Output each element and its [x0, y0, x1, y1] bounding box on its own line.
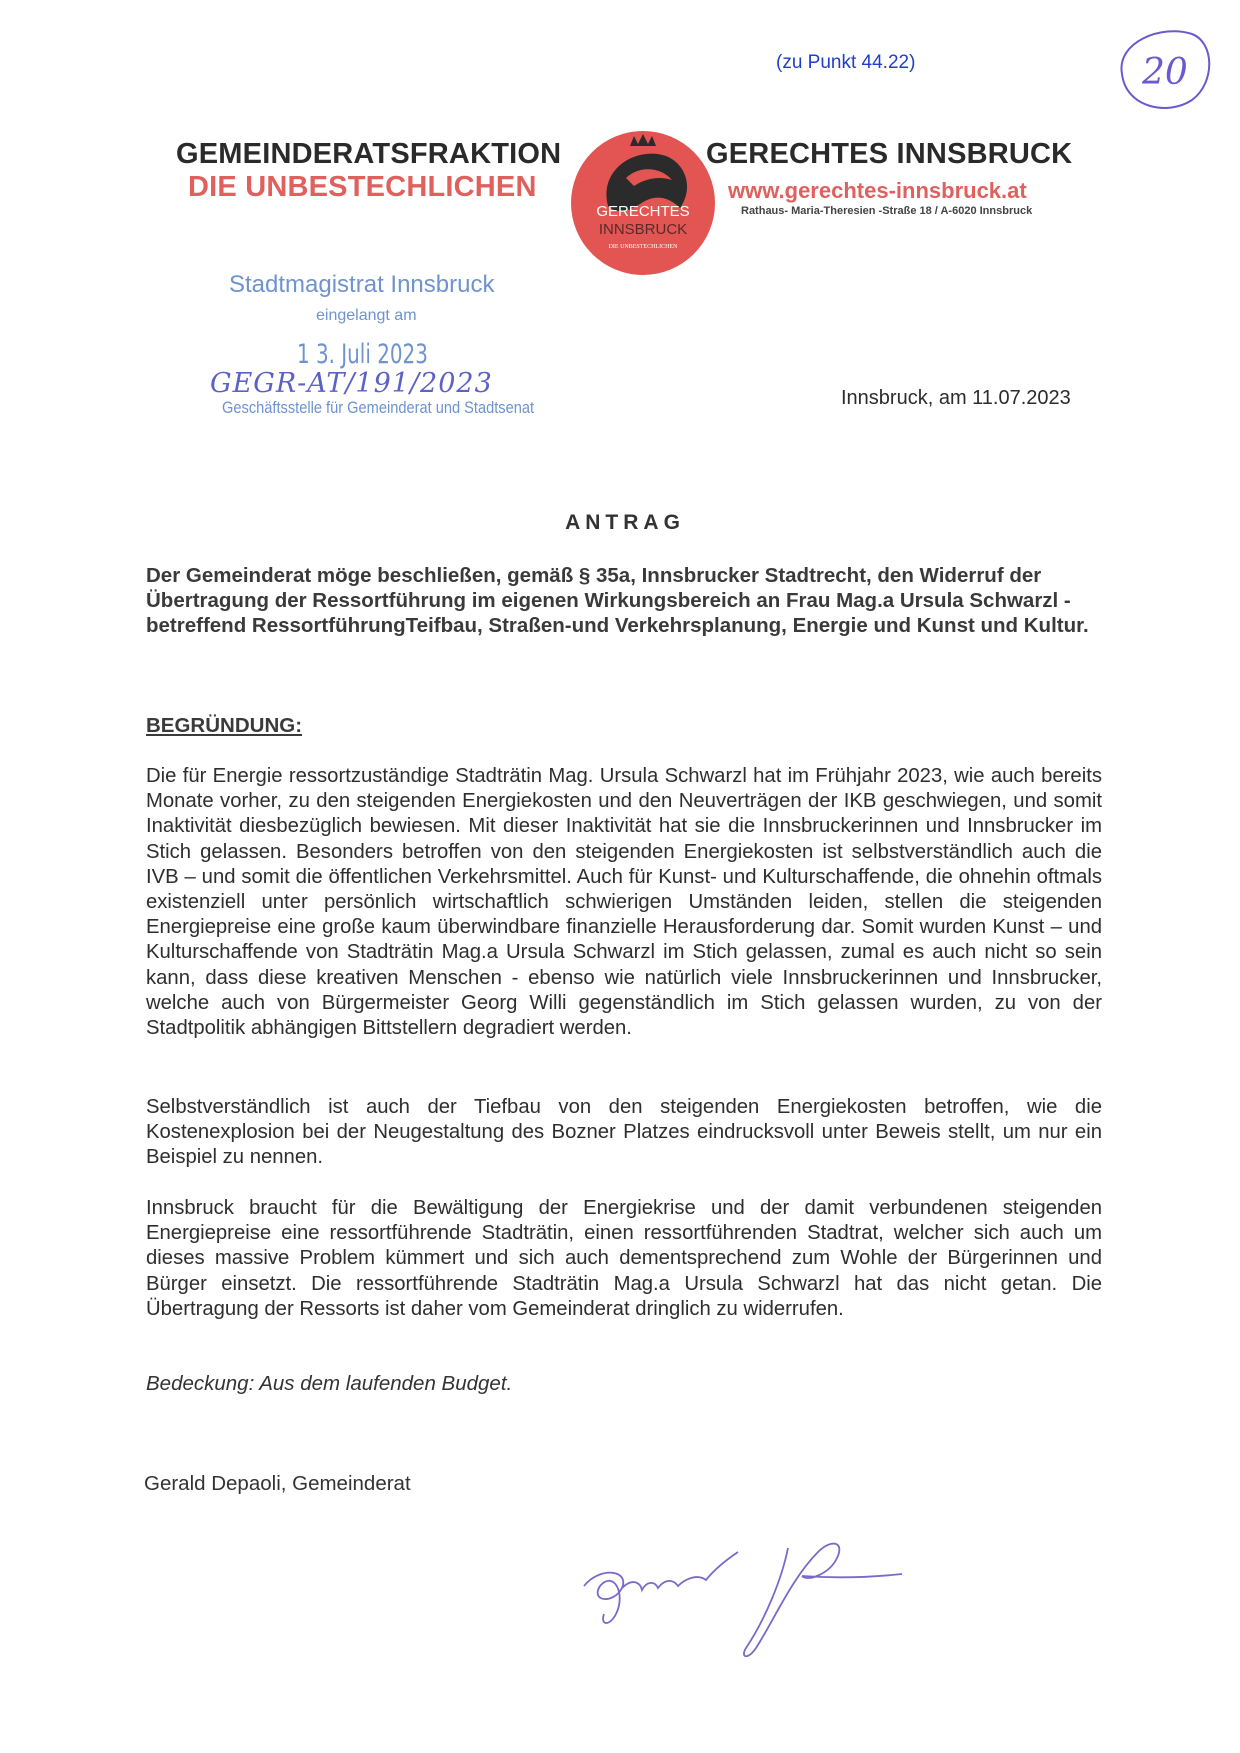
stamp-handwritten-reference: GEGR-AT/191/2023: [210, 368, 493, 399]
stamp-received-label: eingelangt am: [316, 307, 417, 324]
party-logo: [568, 128, 718, 278]
stamp-organization: Stadtmagistrat Innsbruck: [229, 271, 495, 298]
document-title: ANTRAG: [565, 511, 685, 534]
party-address: Rathaus- Maria-Theresien -Straße 18 / A-6020 Innsbruck: [741, 205, 1033, 217]
party-name-line1-left: GEMEINDERATSFRAKTION: [176, 138, 562, 170]
handwritten-page-number: [1112, 22, 1216, 114]
party-name-line2-left: DIE UNBESTECHLICHEN: [188, 171, 537, 203]
page-number-text: 20: [1142, 52, 1188, 93]
stamp-received-date: 1 3. Juli 2023: [297, 339, 428, 370]
reasoning-paragraph-1: Die für Energie ressortzuständige Stadträtin Mag. Ursula Schwarzl hat im Frühjahr 2023, wie auch bereits Monate vorher, zu den steigenden Energiekosten und den Neuverträgen der IKB geschwiegen, und somit Inaktivität diesbezüglich bewiesen. Mit dieser Inaktivität hat sie die Innsbruckerinnen und Innsbrucker im Stich gelassen. Besonders betroffen von den steigenden Energiekosten ist selbstverständlich auch die IVB – und somit die öffentlichen Verkehrsmittel. Auch für Kunst- und Kulturschaffende, die ohnehin oftmals existenziell unter persönlich wirtschaftlich schwierigen Umständen leiden, stellen die steigenden Energiepreise eine große kaum überwindbare finanzielle Herausforderung dar. Somit wurden Kunst – und Kulturschaffende von Stadträtin Mag.a Ursula Schwarzl im Stich gelassen, zumal es auch nicht so sein kann, dass diese kreativen Menschen - ebenso wie natürlich viele Innsbruckerinnen und Innsbrucker, welche auch von Bürgermeister Georg Willi gegenständlich im Stich gelassen wurden, zu von der Stadtpolitik abhängigen Bittstellern degradiert werden.: [146, 765, 1102, 1040]
handwritten-signature: [570, 1508, 970, 1668]
reasoning-heading: BEGRÜNDUNG:: [146, 714, 303, 737]
logo-text-2: INNSBRUCK: [598, 221, 688, 238]
party-name-line1-right: GERECHTES INNSBRUCK: [706, 138, 1073, 170]
budget-coverage: Bedeckung: Aus dem laufenden Budget.: [146, 1372, 513, 1395]
logo-text-1: GERECHTES: [596, 203, 690, 220]
party-website: www.gerechtes-innsbruck.at: [728, 178, 1027, 203]
logo-text-3: DIE UNBESTECHLICHEN: [608, 244, 678, 250]
reasoning-paragraph-2: Selbstverständlich ist auch der Tiefbau von den steigenden Energiekosten betroffen, wie die Kostenexplosion bei der Neugestaltung des Bozner Platzes eindrucksvoll unter Beweis stellt, um nur ein Beispiel zu nennen.: [146, 1096, 1102, 1169]
stamp-office: Geschäftsstelle für Gemeinderat und Stadtsenat: [222, 398, 535, 417]
signer-name: Gerald Depaoli, Gemeinderat: [144, 1472, 411, 1495]
motion-text: Der Gemeinderat möge beschließen, gemäß § 35a, Innsbrucker Stadtrecht, den Widerruf der Übertragung der Ressortführung im eigenen Wirkungsbereich an Frau Mag.a Ursula Schwarzl - betreffend RessortführungTeifbau, Straßen-und Verkehrsplanung, Energie und Kunst und Kultur.: [146, 564, 1089, 637]
agenda-reference: (zu Punkt 44.22): [776, 52, 916, 73]
reasoning-paragraph-3: Innsbruck braucht für die Bewältigung der Energiekrise und der damit verbundenen steigenden Energiepreise eine ressortführende Stadträtin, einen ressortführenden Stadtrat, welcher sich auch um dieses massive Problem kümmert und sich auch dementsprechend zum Wohle der Bürgerinnen und Bürger einsetzt. Die ressortführende Stadträtin Mag.a Ursula Schwarzl hat das nicht getan. Die Übertragung der Ressorts ist daher vom Gemeinderat dringlich zu widerrufen.: [146, 1197, 1102, 1320]
place-and-date: Innsbruck, am 11.07.2023: [841, 387, 1071, 409]
